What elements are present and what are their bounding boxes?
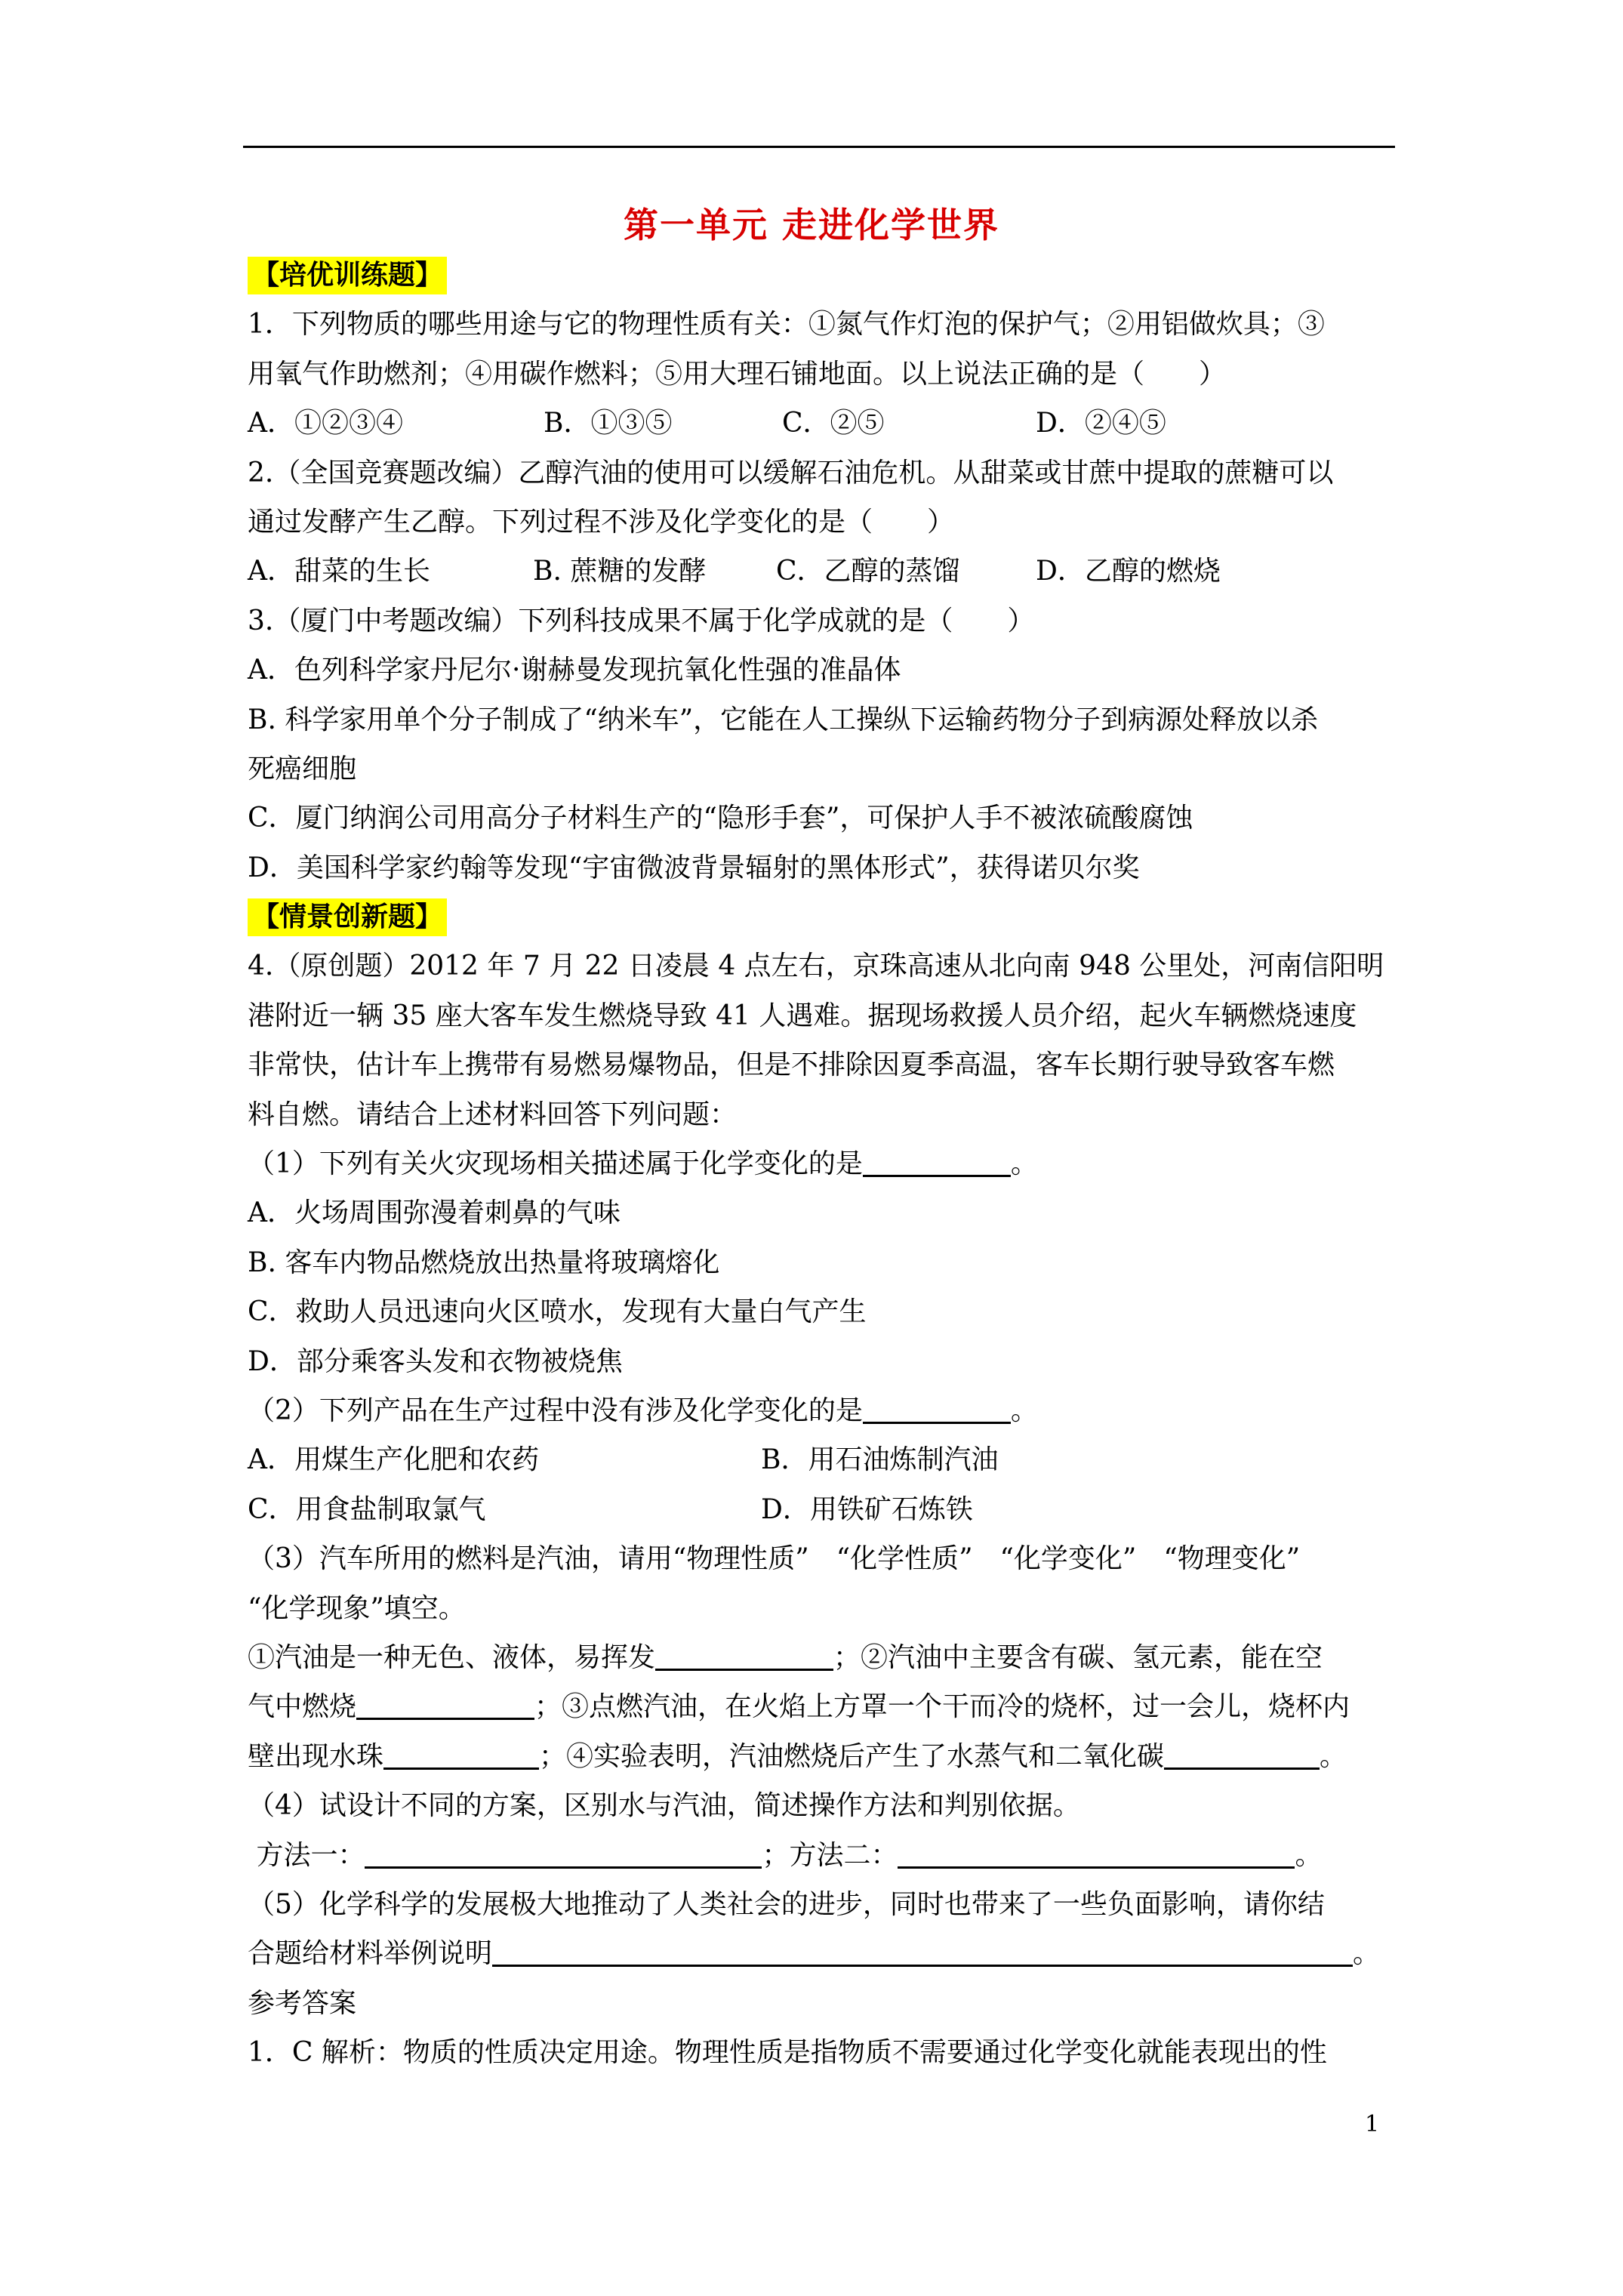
q4-part2-option-c: C．用食盐制取氯气 xyxy=(248,1493,486,1525)
q2-option-c: C．乙醇的蒸馏 xyxy=(776,556,960,587)
q4-part2-options-row1 xyxy=(248,1435,1410,1484)
q1-line1: 1．下列物质的哪些用途与它的物理性质有关：①氮气作灯泡的保护气；②用铝做炊具；③ xyxy=(248,309,1325,341)
q1-option-b: B．①③⑤ xyxy=(544,408,673,439)
q4-part2-option-b: B．用石油炼制汽油 xyxy=(761,1444,999,1476)
header-rule xyxy=(243,146,1395,148)
answer-blank[interactable] xyxy=(365,1836,762,1869)
section-heading-training xyxy=(248,251,1410,300)
q4-part3-line4: 气中燃烧 ；③点燃汽油，在火焰上方罩一个干而冷的烧杯，过一会儿，烧杯内 xyxy=(248,1682,1410,1731)
q4-part3-line5: 壁出现水珠 ；④实验表明，汽油燃烧后产生了水蒸气和二氧化碳 。 xyxy=(248,1732,1410,1781)
q4-part1-option-b: B. 客车内物品燃烧放出热量将玻璃熔化 xyxy=(248,1247,720,1278)
q3-option-b-line2: 死癌细胞 xyxy=(248,753,357,784)
q4-part3-line2: “化学现象”填空。 xyxy=(248,1592,466,1624)
q2-options xyxy=(248,547,1410,596)
q2-option-a: A．甜菜的生长 xyxy=(248,556,430,587)
q3-option-c: C．厦门纳润公司用高分子材料生产的“隐形手套”，可保护人手不被浓硫酸腐蚀 xyxy=(248,803,1193,834)
q3-option-d: D．美国科学家约翰等发现“宇宙微波背景辐射的黑体形式”，获得诺贝尔奖 xyxy=(248,852,1140,883)
answer-blank[interactable] xyxy=(863,1145,1011,1177)
q4-part2-option-a: A．用煤生产化肥和农药 xyxy=(248,1444,539,1476)
answer-blank[interactable] xyxy=(655,1638,833,1671)
q4-part1-option-d: D．部分乘客头发和衣物被烧焦 xyxy=(248,1345,623,1377)
q4-part5-line2: 合题给材料举例说明 。 xyxy=(248,1929,1410,1978)
answer-blank[interactable] xyxy=(356,1687,534,1720)
q4-intro-line4: 料自燃。请结合上述材料回答下列问题： xyxy=(248,1099,738,1130)
q2-line2: 通过发酵产生乙醇。下列过程不涉及化学变化的是（ ） xyxy=(248,506,955,538)
q4-part3-line1: （3）汽车所用的燃料是汽油，请用“物理性质” “化学性质” “化学变化” “物理变化” xyxy=(248,1543,1301,1575)
answer-blank[interactable] xyxy=(898,1836,1295,1869)
answer-blank[interactable] xyxy=(1164,1737,1320,1770)
q2-line1: 2.（全国竞赛题改编）乙醇汽油的使用可以缓解石油危机。从甜菜或甘蔗中提取的蔗糖可以 xyxy=(248,457,1334,488)
document-body xyxy=(248,251,1410,2077)
q3-line1: 3.（厦门中考题改编）下列科技成果不属于化学成就的是（ ） xyxy=(248,605,1035,636)
q1-option-a: A．①②③④ xyxy=(248,408,403,439)
q3-option-b-line1: B. 科学家用单个分子制成了“纳米车”，它能在人工操纵下运输药物分子到病源处释放以杀 xyxy=(248,704,1319,735)
scenario-tag: 【情景创新题】 xyxy=(248,898,447,936)
q4-intro-line3: 非常快，估计车上携带有易燃易爆物品，但是不排除因夏季高温，客车长期行驶导致客车燃 xyxy=(248,1049,1335,1081)
q1-option-c: C．②⑤ xyxy=(782,408,885,439)
q4-part4-methods: 方法一： ；方法二： 。 xyxy=(248,1831,1410,1880)
q1-options xyxy=(248,399,1410,448)
q1-line2: 用氧气作助燃剂；④用碳作燃料；⑤用大理石铺地面。以上说法正确的是（ ） xyxy=(248,358,1227,390)
q1-option-d: D．②④⑤ xyxy=(1036,408,1166,439)
page-number: 1 xyxy=(1365,2111,1380,2137)
q2-option-d: D．乙醇的燃烧 xyxy=(1036,556,1221,587)
q4-part1: （1）下列有关火灾现场相关描述属于化学变化的是 。 xyxy=(248,1139,1410,1188)
page-title: 第一单元 走进化学世界 xyxy=(623,205,999,245)
q4-part1-option-c: C．救助人员迅速向火区喷水，发现有大量白气产生 xyxy=(248,1296,867,1328)
q4-intro-line1: 4.（原创题）2012 年 7 月 22 日凌晨 4 点左右，京珠高速从北向南 948 公里处，河南信阳明 xyxy=(248,951,1384,982)
q4-part2-option-d: D．用铁矿石炼铁 xyxy=(761,1493,973,1525)
q4-intro-line2: 港附近一辆 35 座大客车发生燃烧导致 41 人遇难。据现场救援人员介绍，起火车辆燃烧速度 xyxy=(248,1000,1357,1031)
training-tag: 【培优训练题】 xyxy=(248,257,447,294)
q4-part3-line3: ①汽油是一种无色、液体，易挥发 ；②汽油中主要含有碳、氢元素，能在空 xyxy=(248,1633,1410,1682)
q3-option-a: A．色列科学家丹尼尔·谢赫曼发现抗氧化性强的准晶体 xyxy=(248,655,901,686)
answer-blank[interactable] xyxy=(492,1934,1353,1967)
q4-part2: （2）下列产品在生产过程中没有涉及化学变化的是 。 xyxy=(248,1386,1410,1435)
answers-heading: 参考答案 xyxy=(248,1987,357,2019)
q4-part2-options-row2 xyxy=(248,1485,1410,1534)
q2-option-b: B. 蔗糖的发酵 xyxy=(533,556,707,587)
q4-part4: （4）试设计不同的方案，区别水与汽油，简述操作方法和判别依据。 xyxy=(248,1790,1080,1822)
q4-part1-option-a: A．火场周围弥漫着刺鼻的气味 xyxy=(248,1197,621,1229)
answer-1: 1．C 解析：物质的性质决定用途。物理性质是指物质不需要通过化学变化就能表现出的性 xyxy=(248,2037,1327,2069)
q4-part5-line1: （5）化学科学的发展极大地推动了人类社会的进步，同时也带来了一些负面影响，请你结 xyxy=(248,1888,1325,1920)
answer-blank[interactable] xyxy=(383,1737,539,1770)
answer-blank[interactable] xyxy=(863,1391,1011,1424)
section-heading-scenario xyxy=(248,892,1410,942)
